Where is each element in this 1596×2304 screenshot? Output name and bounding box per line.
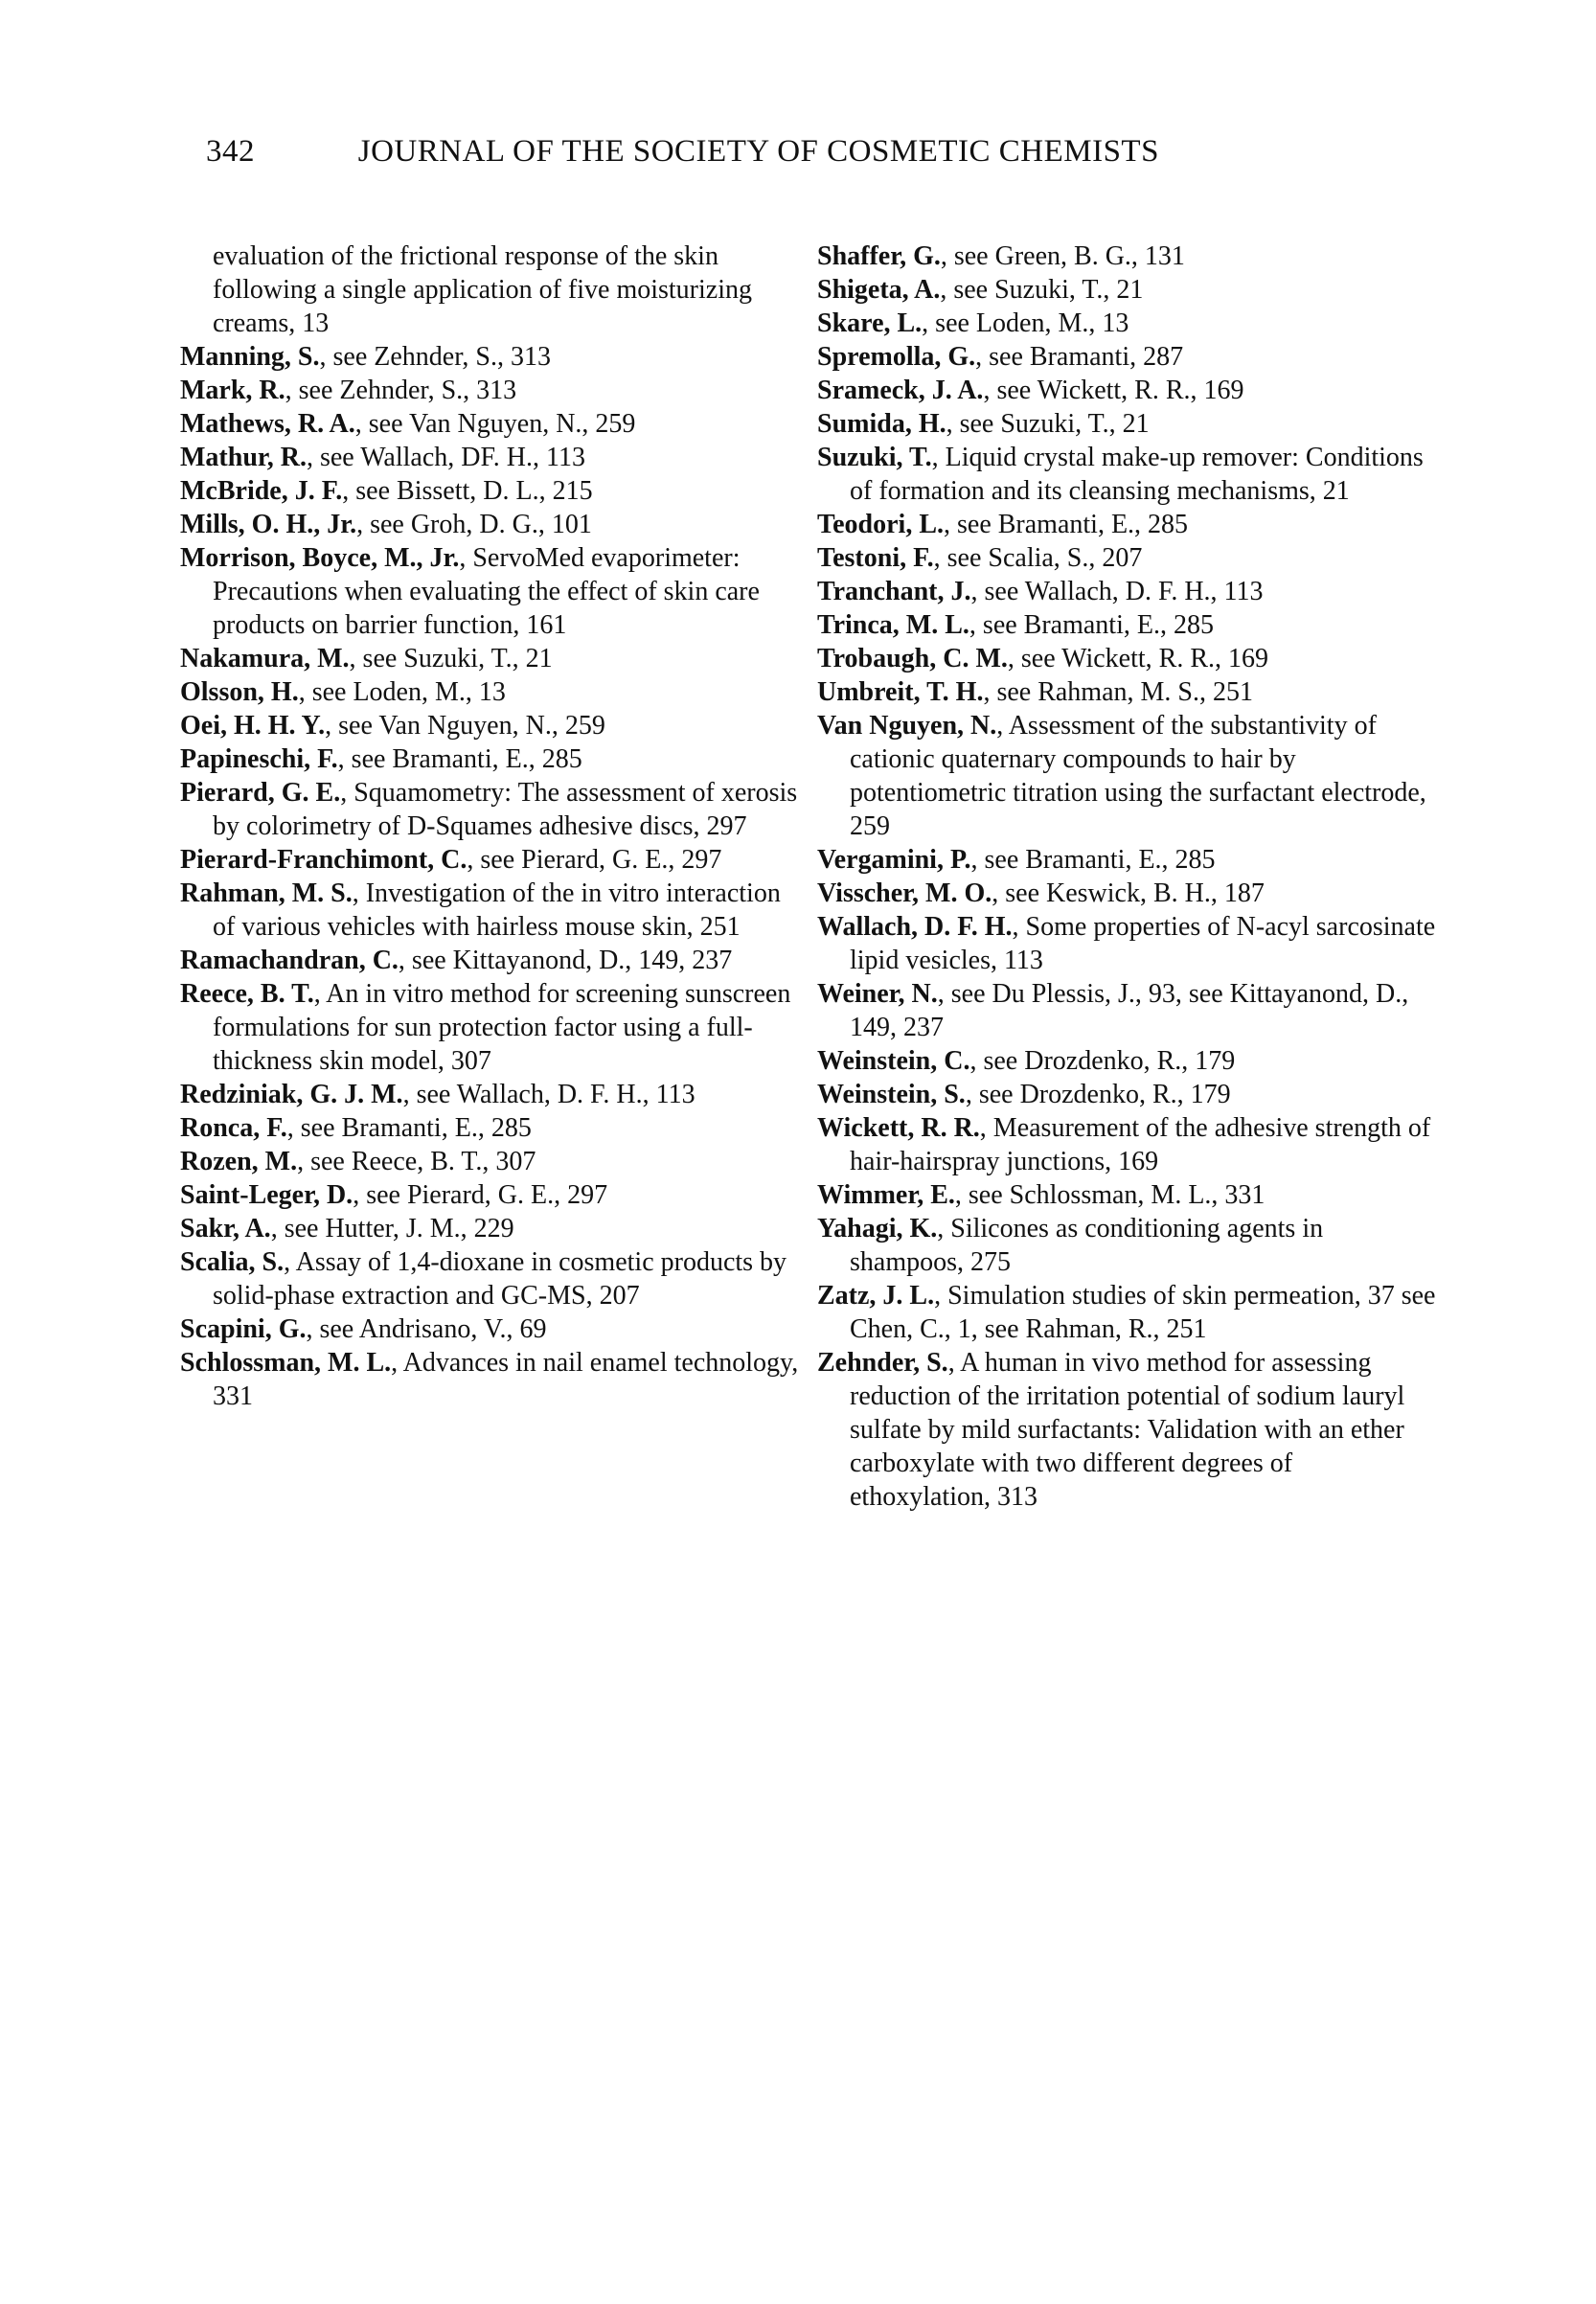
entry-text: , see Andrisano, V., 69 — [306, 1314, 547, 1344]
author-name: Shaffer, G. — [817, 241, 941, 271]
index-entry — [817, 541, 1440, 575]
author-name: Sakr, A. — [180, 1214, 271, 1243]
author-name: Scalia, S. — [180, 1247, 285, 1277]
index-entry — [817, 910, 1440, 977]
entry-text: , see Bramanti, E., 285 — [969, 610, 1214, 640]
index-entry — [817, 575, 1440, 608]
entry-text: , see Loden, M., 13 — [298, 677, 506, 707]
author-name: Wickett, R. R. — [817, 1113, 980, 1143]
index-entry — [180, 340, 803, 374]
index-entry — [180, 776, 803, 843]
author-name: Papineschi, F. — [180, 744, 338, 774]
entry-text: , Squamometry: The assessment of xerosis by colorimetry of D-Squames adhesive discs, 297 — [213, 778, 798, 841]
author-name: Trobaugh, C. M. — [817, 644, 1008, 673]
index-entry — [180, 508, 803, 541]
index-entry — [180, 1078, 803, 1111]
entry-text: , see Hutter, J. M., 229 — [270, 1214, 514, 1243]
index-entry — [817, 374, 1440, 407]
index-column-left — [180, 240, 803, 1413]
entry-text: , see Pierard, G. E., 297 — [467, 845, 722, 875]
index-entry — [817, 877, 1440, 910]
index-entry — [180, 709, 803, 742]
author-name: Manning, S. — [180, 342, 320, 372]
entry-text: , see Kittayanond, D., 149, 237 — [398, 946, 733, 975]
author-name: Shigeta, A. — [817, 275, 941, 305]
index-entry — [817, 1178, 1440, 1212]
entry-text: , see Suzuki, T., 21 — [349, 644, 553, 673]
author-name: Ramachandran, C. — [180, 946, 399, 975]
author-name: Weinstein, C. — [817, 1046, 970, 1076]
index-entry — [180, 374, 803, 407]
index-entry — [817, 843, 1440, 877]
index-entry — [180, 474, 803, 508]
entry-text: , see Zehnder, S., 313 — [285, 376, 517, 405]
entry-text: , Advances in nail enamel technology, 331 — [213, 1348, 799, 1411]
entry-text: , see Groh, D. G., 101 — [356, 510, 592, 539]
author-name: Suzuki, T. — [817, 443, 932, 472]
page-number: 342 — [206, 134, 255, 169]
author-name: Rozen, M. — [180, 1147, 298, 1176]
index-entry — [180, 1245, 803, 1312]
author-name: Wimmer, E. — [817, 1180, 955, 1210]
entry-text: , see Wallach, D. F. H., 113 — [402, 1080, 695, 1109]
author-name: Schlossman, M. L. — [180, 1348, 392, 1378]
author-name: Visscher, M. O. — [817, 878, 992, 908]
entry-text: , see Reece, B. T., 307 — [297, 1147, 536, 1176]
entry-text: , see Van Nguyen, N., 259 — [325, 711, 605, 741]
entry-text: , see Wallach, D. F. H., 113 — [970, 577, 1264, 606]
author-name: Spremolla, G. — [817, 342, 976, 372]
index-entry — [180, 1346, 803, 1413]
author-name: Olsson, H. — [180, 677, 299, 707]
author-name: McBride, J. F. — [180, 476, 343, 506]
index-entry — [817, 675, 1440, 709]
entry-text: , Simulation studies of skin permeation, 37 see Chen, C., 1, see Rahman, R., 251 — [850, 1281, 1436, 1344]
index-entry — [817, 441, 1440, 508]
index-entry — [817, 273, 1440, 307]
index-entry — [180, 1212, 803, 1245]
index-entry — [180, 642, 803, 675]
index-entry — [180, 240, 803, 340]
page-header — [206, 134, 1403, 170]
entry-text: , see Van Nguyen, N., 259 — [354, 409, 636, 439]
index-entry — [180, 1111, 803, 1145]
entry-text: , see Scalia, S., 207 — [933, 543, 1143, 573]
author-name: Skare, L. — [817, 308, 923, 338]
entry-text: , ServoMed evaporimeter: Precautions when evaluating the effect of skin care products on barrier function, 161 — [213, 543, 760, 640]
author-name: Oei, H. H. Y. — [180, 711, 326, 741]
author-name: Weinstein, S. — [817, 1080, 966, 1109]
author-name: Wallach, D. F. H. — [817, 912, 1013, 942]
author-name: Mills, O. H., Jr. — [180, 510, 357, 539]
entry-text: , see Suzuki, T., 21 — [940, 275, 1144, 305]
index-entry — [180, 877, 803, 944]
author-name: Pierard-Franchimont, C. — [180, 845, 467, 875]
index-entry — [180, 441, 803, 474]
entry-text: , see Keswick, B. H., 187 — [992, 878, 1265, 908]
index-entry — [817, 407, 1440, 441]
index-entry — [817, 642, 1440, 675]
entry-text: , An in vitro method for screening sunscreen formulations for sun protection factor using a full-thickness skin model, 307 — [213, 979, 791, 1076]
author-name: Vergamini, P. — [817, 845, 971, 875]
author-name: Reece, B. T. — [180, 979, 314, 1009]
author-name: Mathur, R. — [180, 443, 307, 472]
index-entry — [817, 608, 1440, 642]
entry-text: , see Zehnder, S., 313 — [319, 342, 551, 372]
index-entry — [817, 240, 1440, 273]
entry-text: , see Bramanti, E., 285 — [944, 510, 1189, 539]
author-name: Morrison, Boyce, M., Jr. — [180, 543, 460, 573]
index-entry — [180, 1145, 803, 1178]
author-name: Umbreit, T. H. — [817, 677, 984, 707]
author-name: Mathews, R. A. — [180, 409, 355, 439]
entry-text: evaluation of the frictional response of the skin following a single application of five moisturizing creams, 13 — [213, 241, 752, 338]
entry-text: , Assay of 1,4-dioxane in cosmetic products by solid-phase extraction and GC-MS, 207 — [213, 1247, 787, 1311]
entry-text: , Measurement of the adhesive strength of hair-hairspray junctions, 169 — [850, 1113, 1431, 1176]
index-entry — [180, 843, 803, 877]
author-name: Teodori, L. — [817, 510, 944, 539]
entry-text: , Silicones as conditioning agents in shampoos, 275 — [850, 1214, 1324, 1277]
entry-text: , see Loden, M., 13 — [922, 308, 1129, 338]
entry-text: , see Bramanti, E., 285 — [970, 845, 1216, 875]
author-name: Saint-Leger, D. — [180, 1180, 353, 1210]
author-name: Nakamura, M. — [180, 644, 350, 673]
author-name: Rahman, M. S. — [180, 878, 353, 908]
author-name: Pierard, G. E. — [180, 778, 341, 808]
index-entry — [180, 742, 803, 776]
author-name: Testoni, F. — [817, 543, 934, 573]
index-entry — [817, 1279, 1440, 1346]
author-name: Redziniak, G. J. M. — [180, 1080, 403, 1109]
index-entry — [180, 944, 803, 977]
entry-text: , see Wallach, DF. H., 113 — [306, 443, 585, 472]
entry-text: , see Wickett, R. R., 169 — [1007, 644, 1268, 673]
entry-text: , see Bramanti, E., 285 — [286, 1113, 532, 1143]
author-name: Scapini, G. — [180, 1314, 307, 1344]
author-name: Tranchant, J. — [817, 577, 971, 606]
index-entry — [817, 508, 1440, 541]
index-entry — [180, 977, 803, 1078]
index-entry — [817, 1111, 1440, 1178]
entry-text: , see Bissett, D. L., 215 — [342, 476, 593, 506]
author-name: Yahagi, K. — [817, 1214, 938, 1243]
entry-text: , see Suzuki, T., 21 — [946, 409, 1150, 439]
index-entry — [180, 407, 803, 441]
author-name: Weiner, N. — [817, 979, 938, 1009]
entry-text: , Liquid crystal make-up remover: Conditions of formation and its cleansing mechanisms, 21 — [850, 443, 1424, 506]
entry-text: , see Drozdenko, R., 179 — [965, 1080, 1231, 1109]
entry-text: , see Wickett, R. R., 169 — [983, 376, 1244, 405]
index-entry — [817, 1346, 1440, 1514]
author-name: Mark, R. — [180, 376, 285, 405]
index-entry — [180, 541, 803, 642]
index-entry — [180, 1178, 803, 1212]
index-entry — [180, 675, 803, 709]
entry-text: , see Rahman, M. S., 251 — [983, 677, 1253, 707]
index-entry — [817, 340, 1440, 374]
index-entry — [817, 1078, 1440, 1111]
index-entry — [817, 307, 1440, 340]
journal-title: JOURNAL OF THE SOCIETY OF COSMETIC CHEMISTS — [357, 134, 1159, 169]
index-entry — [180, 1312, 803, 1346]
entry-text: , Some properties of N-acyl sarcosinate lipid vesicles, 113 — [850, 912, 1436, 975]
entry-text: , see Schlossman, M. L., 331 — [954, 1180, 1265, 1210]
entry-text: , see Bramanti, E., 285 — [337, 744, 582, 774]
author-name: Zatz, J. L. — [817, 1281, 935, 1311]
author-name: Srameck, J. A. — [817, 376, 984, 405]
author-name: Ronca, F. — [180, 1113, 287, 1143]
index-entry — [817, 709, 1440, 843]
entry-text: , see Bramanti, 287 — [975, 342, 1184, 372]
entry-text: , Investigation of the in vitro interaction of various vehicles with hairless mouse skin, 251 — [213, 878, 781, 942]
entry-text: , Assessment of the substantivity of cationic quaternary compounds to hair by potentiometric titration using the surfactant electrode, 259 — [850, 711, 1426, 841]
index-entry — [817, 1212, 1440, 1279]
author-name: Zehnder, S. — [817, 1348, 948, 1378]
index-column-right — [817, 240, 1440, 1514]
author-name: Sumida, H. — [817, 409, 946, 439]
entry-text: , A human in vivo method for assessing reduction of the irritation potential of sodium lauryl sulfate by mild surfactants: Validation with an ether carboxylate with two different degrees of ethoxylation, 313 — [850, 1348, 1405, 1512]
entry-text: , see Pierard, G. E., 297 — [353, 1180, 608, 1210]
index-entry — [817, 1044, 1440, 1078]
author-name: Van Nguyen, N. — [817, 711, 997, 741]
entry-text: , see Drozdenko, R., 179 — [969, 1046, 1236, 1076]
entry-text: , see Du Plessis, J., 93, see Kittayanond, D., 149, 237 — [850, 979, 1409, 1042]
author-name: Trinca, M. L. — [817, 610, 969, 640]
index-entry — [817, 977, 1440, 1044]
entry-text: , see Green, B. G., 131 — [940, 241, 1185, 271]
